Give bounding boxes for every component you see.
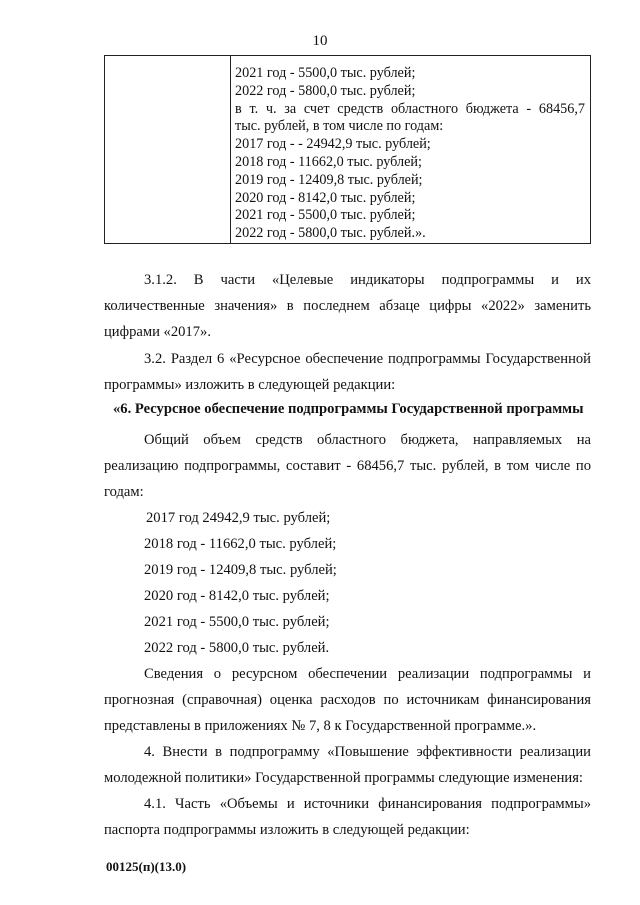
table-line: 2022 год - 5800,0 тыс. рублей; <box>235 82 416 99</box>
year-item: 2020 год - 8142,0 тыс. рублей; <box>144 588 330 604</box>
paragraph-line: 3.2. Раздел 6 «Ресурсное обеспечение подпрограммы Государственной <box>144 351 591 367</box>
paragraph-line: программы» изложить в следующей редакции: <box>104 377 396 393</box>
paragraph-line: представлены в приложениях № 7, 8 к Государственной программе.». <box>104 718 537 734</box>
paragraph-total <box>104 427 591 505</box>
table-line: 2021 год - 5500,0 тыс. рублей; <box>235 207 416 224</box>
section-heading: «6. Ресурсное обеспечение подпрограммы Государственной программы <box>113 401 584 417</box>
year-item: 2022 год - 5800,0 тыс. рублей. <box>144 640 330 656</box>
year-item: 2017 год 24942,9 тыс. рублей; <box>146 510 331 526</box>
paragraph-3-2 <box>104 346 591 398</box>
table-line: 2019 год - 12409,8 тыс. рублей; <box>235 171 423 188</box>
document-code: 00125(п)(13.0) <box>106 859 187 874</box>
table-line: 2022 год - 5800,0 тыс. рублей.». <box>235 225 426 242</box>
paragraph-line: 4.1. Часть «Объемы и источники финансирования подпрограммы» <box>144 796 591 812</box>
year-item: 2021 год - 5500,0 тыс. рублей; <box>144 614 330 630</box>
table-line: тыс. рублей, в том числе по годам: <box>235 118 444 135</box>
paragraph-4 <box>104 739 591 791</box>
table-left-cell <box>105 56 231 244</box>
paragraph-4-1 <box>104 791 591 843</box>
table-line: 2020 год - 8142,0 тыс. рублей; <box>235 189 416 206</box>
paragraph-line: молодежной политики» Государственной программы следующие изменения: <box>104 770 583 786</box>
table-line: 2018 год - 11662,0 тыс. рублей; <box>235 153 422 170</box>
table-row <box>105 56 591 244</box>
table-line: 2017 год - - 24942,9 тыс. рублей; <box>235 136 431 153</box>
paragraph-line: 3.1.2. В части «Целевые индикаторы подпрограммы и их <box>144 272 591 288</box>
paragraph-line: Общий объем средств областного бюджета, направляемых на <box>144 432 591 448</box>
table-right-cell <box>231 56 591 244</box>
paragraph-line: 4. Внести в подпрограмму «Повышение эффективности реализации <box>144 744 591 760</box>
table-line: 2021 год - 5500,0 тыс. рублей; <box>235 65 416 81</box>
paragraph-line: годам: <box>104 484 144 500</box>
paragraph-3-1-2 <box>104 267 591 345</box>
paragraph-line: Сведения о ресурсном обеспечении реализации подпрограммы и <box>144 666 591 682</box>
paragraph-info <box>104 661 591 739</box>
paragraph-line: количественные значения» в последнем абзаце цифры «2022» заменить <box>104 298 591 314</box>
paragraph-line: прогнозная (справочная) оценка расходов по источникам финансирования <box>104 692 591 708</box>
paragraph-line: реализацию подпрограммы, составит - 68456,7 тыс. рублей, в том числе по <box>104 458 591 474</box>
financing-table <box>104 55 591 244</box>
year-item: 2018 год - 11662,0 тыс. рублей; <box>144 536 337 552</box>
table-line: в т. ч. за счет средств областного бюджета - 68456,7 <box>235 100 585 117</box>
year-item: 2019 год - 12409,8 тыс. рублей; <box>144 562 337 578</box>
page-number: 10 <box>312 33 328 49</box>
paragraph-line: паспорта подпрограммы изложить в следующей редакции: <box>104 822 470 838</box>
years-list <box>104 505 591 661</box>
paragraph-line: цифрами «2017». <box>104 324 211 340</box>
